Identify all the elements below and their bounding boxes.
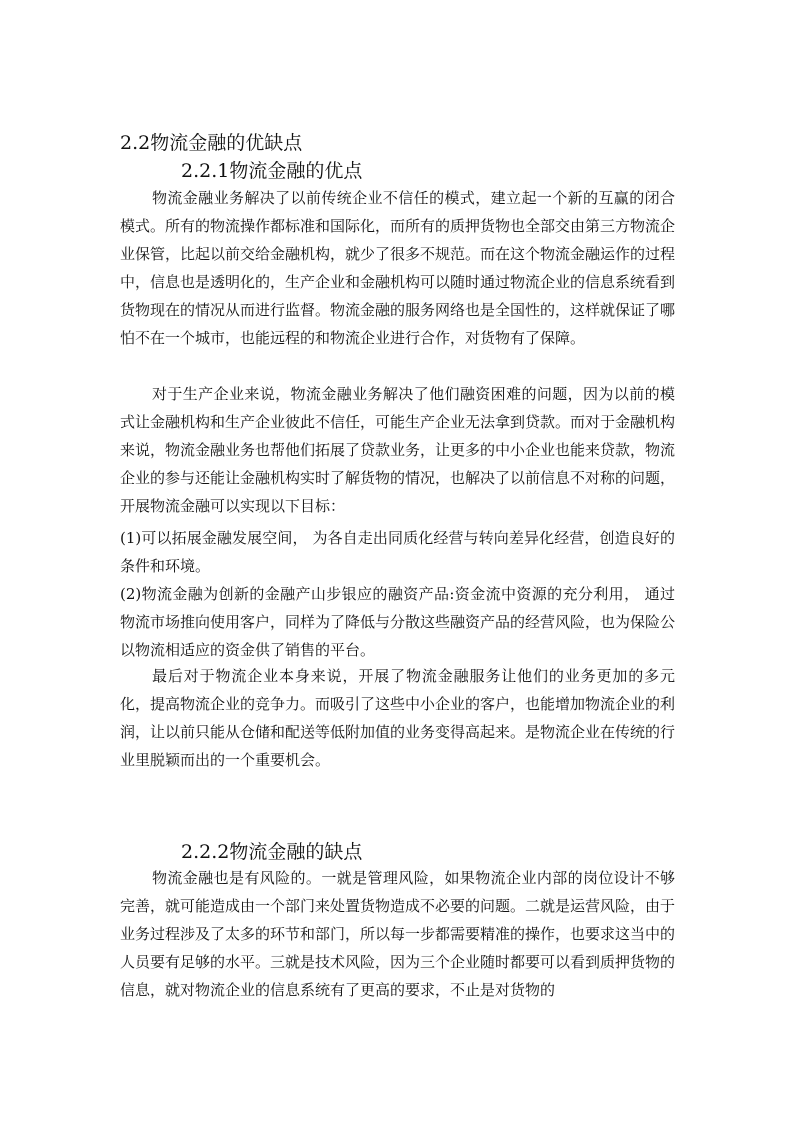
- paragraph-advantages-1: 物流金融业务解决了以前传统企业不信任的模式，建立起一个新的互赢的闭合模式。所有的物流操作都标准和国际化，而所有的质押货物也全部交由第三方物流企业保管，比起以前交给金融机构，就少了很多不规范。而在这个物流金融运作的过程中，信息也是透明化的，生产企业和金融机构可以随时通过物流企业的信息系统看到货物现在的情况从而进行监督。物流金融的服务网络也是全国性的，这样就保证了哪怕不在一个城市，也能远程的和物流企业进行合作，对货物有了保障。: [120, 189, 676, 347]
- paragraph-advantages-2: 对于生产企业来说，物流金融业务解决了他们融资困难的问题，因为以前的模式让金融机构和生产企业彼此不信任，可能生产企业无法拿到贷款。而对于金融机构来说，物流金融业务也帮他们拓展了贷款业务，让更多的中小企业也能来贷款，物流企业的参与还能让金融机构实时了解货物的情况，也解决了以前信息不对称的问题，开展物流金融可以实现以下目标：: [120, 385, 676, 515]
- section-heading: 2.2物流金融的优缺点: [120, 132, 303, 154]
- paragraph-disadvantages-1: 物流金融也是有风险的。一就是管理风险，如果物流企业内部的岗位设计不够完善，就可能造成由一个部门来处置货物造成不必要的问题。二就是运营风险，由于业务过程涉及了太多的环节和部门，所以每一步都需要精准的操作，也要求这当中的人员要有足够的水平。三就是技术风险，因为三个企业随时都要可以看到质押货物的信息，就对物流企业的信息系统有了更高的要求，不止是对货物的: [120, 869, 676, 999]
- subsection-heading-advantages: 2.2.1物流金融的优点: [181, 160, 363, 182]
- paragraph-advantages-conclusion: 最后对于物流企业本身来说，开展了物流金融服务让他们的业务更加的多元化，提高物流企业的竞争力。而吸引了这些中小企业的客户，也能增加物流企业的利润，让以前只能从仓储和配送等低附加值的业务变得高起来。是物流企业在传统的行业里脱颖而出的一个重要机会。: [120, 667, 676, 769]
- subsection-heading-disadvantages: 2.2.2物流金融的缺点: [181, 841, 363, 863]
- list-item-goal-1: (1)可以拓展金融发展空间， 为各自走出同质化经营与转向差异化经营，创造良好的条件和环境。: [120, 529, 675, 575]
- list-item-goal-2: (2)物流金融为创新的金融产山步银应的融资产品:资金流中资源的充分利用， 通过物流市场推向使用客户，同样为了降低与分散这些融资产品的经营风险，也为保险公以物流相适应的资金供了销售的平台。: [120, 585, 676, 659]
